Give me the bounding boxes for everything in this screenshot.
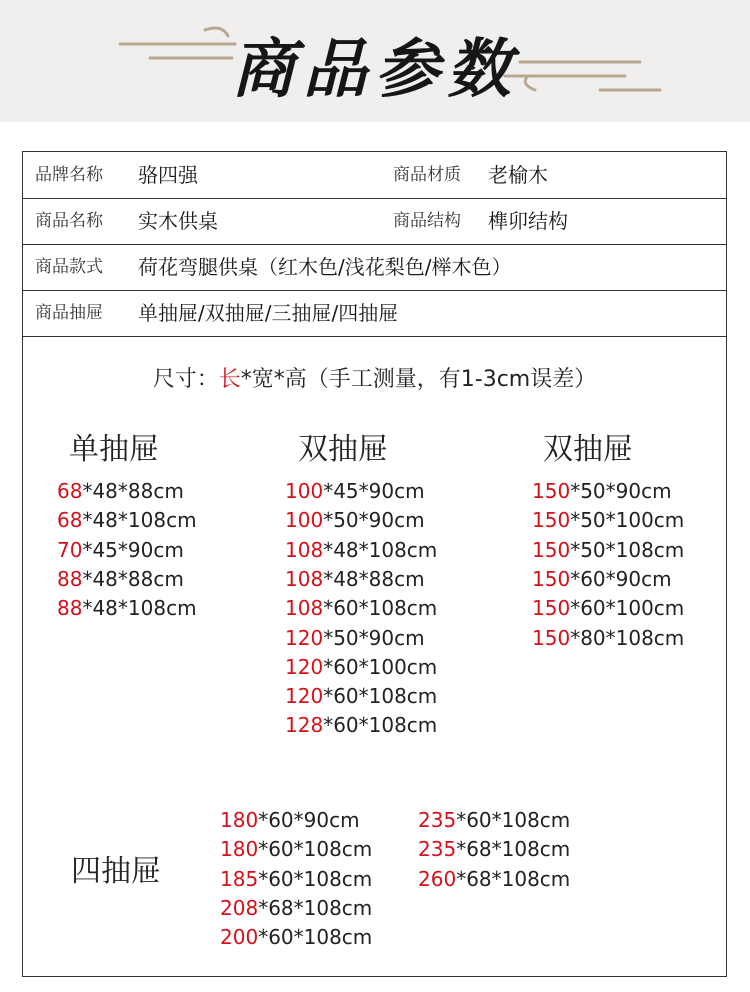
- size-entry: [285, 508, 425, 532]
- param-key: 商品结构: [393, 211, 461, 231]
- size-entry: [532, 626, 684, 650]
- size-entry: [285, 626, 425, 650]
- size-rest: *50*100cm: [570, 508, 685, 533]
- size-title-highlight: 长: [218, 367, 241, 392]
- size-title: [23, 362, 726, 393]
- size-title-prefix: 尺寸：: [152, 367, 219, 392]
- param-value: 实木供桌: [138, 209, 218, 233]
- size-rest: *60*108cm: [323, 684, 438, 709]
- size-length: 100: [285, 508, 324, 533]
- size-entry: [532, 596, 684, 620]
- size-length: 150: [532, 566, 571, 591]
- size-entry: [57, 479, 184, 503]
- param-value: 榫卯结构: [488, 209, 568, 233]
- size-length: 108: [285, 596, 324, 621]
- size-entry: [418, 808, 570, 832]
- group-title-double: 双抽屉: [298, 432, 388, 467]
- size-rest: *48*108cm: [323, 537, 438, 562]
- size-rest: *60*100cm: [570, 596, 685, 621]
- size-length: 120: [285, 654, 324, 679]
- size-rest: *60*108cm: [258, 866, 373, 891]
- size-entry: [285, 567, 425, 591]
- size-length: 120: [285, 684, 324, 709]
- size-title-rest: *宽*高（手工测量，有1-3cm误差）: [240, 367, 597, 392]
- size-length: 235: [418, 808, 457, 832]
- size-entry: [285, 655, 437, 679]
- param-key: 品牌名称: [35, 165, 103, 185]
- size-rest: *60*108cm: [258, 925, 373, 950]
- size-length: 108: [285, 537, 324, 562]
- size-length: 70: [57, 537, 83, 562]
- size-length: 120: [285, 625, 324, 650]
- param-key: 商品款式: [35, 257, 103, 277]
- size-length: 260: [418, 866, 457, 891]
- size-length: 200: [220, 925, 259, 950]
- size-rest: *80*108cm: [570, 625, 685, 650]
- param-key: 商品材质: [393, 165, 461, 185]
- size-entry: [220, 925, 372, 949]
- size-entry: [532, 538, 684, 562]
- size-rest: *60*108cm: [456, 808, 571, 832]
- size-length: 150: [532, 596, 571, 621]
- group-title-double: 双抽屉: [543, 432, 633, 467]
- size-entry: [285, 596, 437, 620]
- group-title-single: 单抽屉: [69, 432, 159, 467]
- size-length: 180: [220, 808, 259, 832]
- size-length: 180: [220, 837, 259, 862]
- size-length: 235: [418, 837, 457, 862]
- size-entry: [220, 808, 360, 832]
- size-entry: [57, 567, 184, 591]
- size-rest: *60*100cm: [323, 654, 438, 679]
- size-entry: [532, 508, 684, 532]
- size-entry: [57, 538, 184, 562]
- size-entry: [285, 538, 437, 562]
- size-entry: [220, 896, 372, 920]
- param-key: 商品抽屉: [35, 303, 103, 323]
- size-rest: *48*108cm: [82, 508, 197, 533]
- param-value: 荷花弯腿供桌（红木色/浅花梨色/榉木色）: [138, 255, 512, 279]
- size-length: 68: [57, 508, 83, 533]
- size-length: 150: [532, 508, 571, 533]
- group-title-four: 四抽屉: [71, 854, 161, 889]
- param-row-name: [23, 198, 726, 245]
- size-entry: [532, 479, 672, 503]
- param-row-style: [23, 244, 726, 291]
- size-rest: *48*88cm: [82, 566, 184, 591]
- parameter-table: [22, 151, 727, 977]
- param-key: 商品名称: [35, 211, 103, 231]
- param-value: 老榆木: [488, 163, 548, 187]
- size-length: 150: [532, 479, 571, 503]
- size-rest: *45*90cm: [323, 479, 425, 503]
- size-rest: *50*90cm: [570, 479, 672, 503]
- size-rest: *48*88cm: [82, 479, 184, 503]
- param-value: 骆四强: [138, 163, 198, 187]
- size-entry: [418, 837, 570, 861]
- size-rest: *68*108cm: [456, 866, 571, 891]
- size-rest: *50*108cm: [570, 537, 685, 562]
- size-rest: *50*90cm: [323, 508, 425, 533]
- size-entry: [285, 479, 425, 503]
- size-length: 150: [532, 625, 571, 650]
- size-length: 88: [57, 596, 83, 621]
- size-entry: [220, 837, 372, 861]
- size-rest: *68*108cm: [456, 837, 571, 862]
- size-length: 68: [57, 479, 83, 503]
- size-rest: *60*108cm: [323, 596, 438, 621]
- size-length: 185: [220, 866, 259, 891]
- size-length: 108: [285, 566, 324, 591]
- param-value: 单抽屉/双抽屉/三抽屉/四抽屉: [138, 301, 399, 325]
- size-length: 150: [532, 537, 571, 562]
- size-length: 100: [285, 479, 324, 503]
- size-entry: [532, 567, 672, 591]
- size-entry: [285, 713, 437, 737]
- size-rest: *50*90cm: [323, 625, 425, 650]
- size-rest: *60*108cm: [258, 837, 373, 862]
- title-banner: [0, 0, 750, 122]
- param-row-brand: [23, 152, 726, 199]
- page-title: 商品参数: [231, 32, 519, 107]
- size-length: 128: [285, 713, 324, 738]
- size-length: 88: [57, 566, 83, 591]
- size-entry: [57, 596, 197, 620]
- size-rest: *60*90cm: [258, 808, 360, 832]
- size-rest: *48*108cm: [82, 596, 197, 621]
- size-length: 208: [220, 895, 259, 920]
- size-rest: *60*108cm: [323, 713, 438, 738]
- size-entry: [285, 684, 437, 708]
- param-row-drawer: [23, 290, 726, 337]
- size-rest: *68*108cm: [258, 895, 373, 920]
- size-rest: *45*90cm: [82, 537, 184, 562]
- size-rest: *60*90cm: [570, 566, 672, 591]
- size-entry: [220, 867, 372, 891]
- size-rest: *48*88cm: [323, 566, 425, 591]
- size-entry: [418, 867, 570, 891]
- size-entry: [57, 508, 197, 532]
